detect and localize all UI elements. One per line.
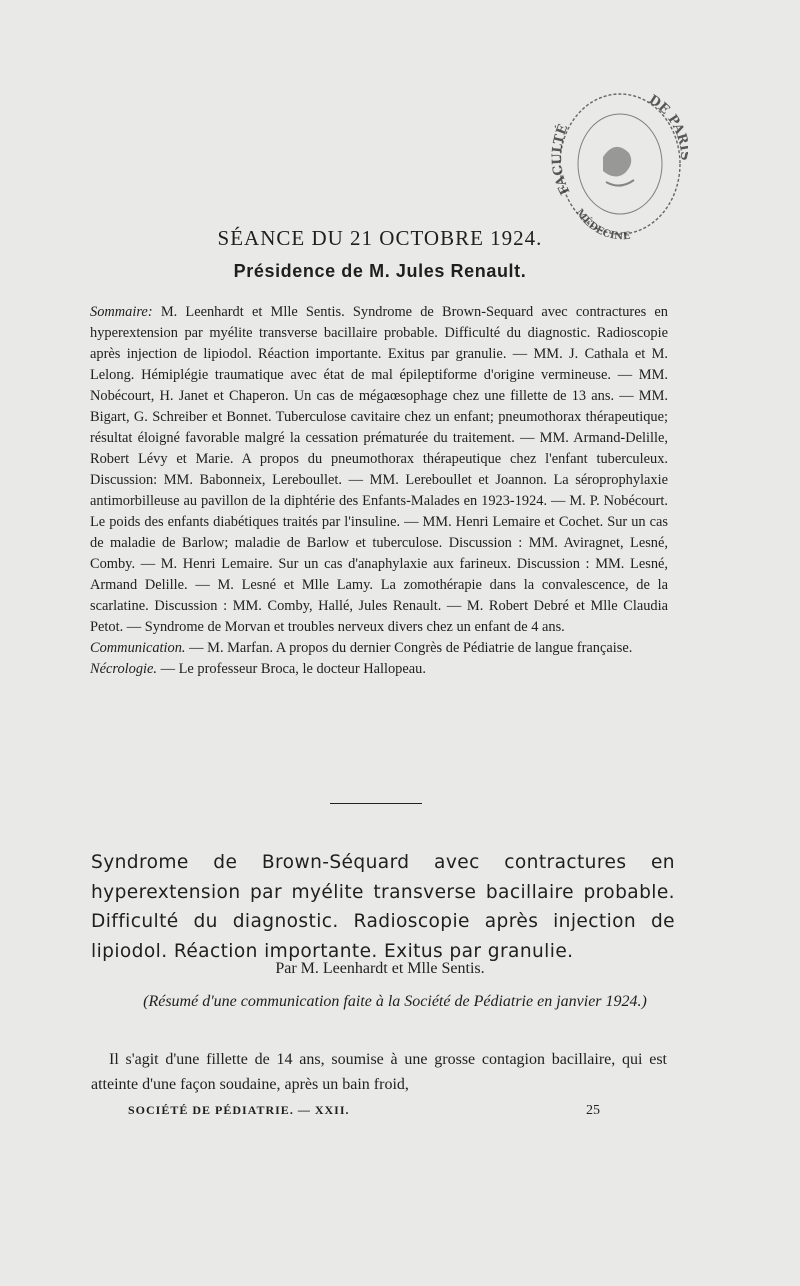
- necrologie-label: Nécrologie.: [90, 661, 158, 677]
- stamp-text-right: DE PA: [645, 92, 687, 137]
- article-body-paragraph: Il s'agit d'une fillette de 14 ans, soumise à une grosse contagion bacillaire, qui est atteinte d'une façon soudaine, après un bain froid,: [91, 1051, 667, 1093]
- necrologie-paragraph: [90, 659, 668, 680]
- svg-text:DE PARIS: [646, 92, 688, 161]
- presidency-line: Présidence de M. Jules Renault.: [233, 261, 527, 281]
- stamp-text-top: FACULTÉ: [549, 122, 574, 197]
- stamp-graphic: [548, 72, 688, 242]
- session-heading: SÉANCE DU 21 OCTOBRE 1924.: [217, 226, 543, 250]
- article-resume: [135, 990, 655, 1014]
- sommaire-label: Sommaire:: [90, 304, 153, 320]
- communication-body: — M. Marfan. A propos du dernier Congrès de Pédiatrie de langue française.: [189, 640, 633, 656]
- section-divider: [330, 803, 422, 804]
- session-summary: [90, 302, 668, 680]
- article-resume-text: (Résumé d'une communication faite à la Société de Pédiatrie en janvier 1924.): [143, 993, 647, 1010]
- article-title: [91, 848, 675, 966]
- necrologie-body: — Le professeur Broca, le docteur Hallopeau.: [160, 661, 426, 677]
- library-stamp: [548, 72, 688, 242]
- svg-text:FACULTÉ: [550, 122, 574, 197]
- communication-label: Communication.: [90, 640, 186, 656]
- sommaire-paragraph: [90, 302, 668, 638]
- article-authors: Par M. Leenhardt et Mlle Sentis.: [275, 960, 485, 977]
- article-title-text: Syndrome de Brown-Séquard avec contractures en hyperextension par myélite transverse bacillaire probable. Difficulté du diagnostic. Radioscopie après injection de lipiodol. Réaction importante. Exitus par granulie.: [91, 852, 675, 962]
- communication-paragraph: [90, 638, 668, 659]
- page-footer: [128, 1103, 600, 1119]
- sommaire-body: M. Leenhardt et Mlle Sentis. Syndrome de Brown-Sequard avec contractures en hyperextension par myélite transverse bacillaire probable. Difficulté du diagnostic. Radioscopie après injection de lipiodol. Réaction importante. Exitus par granulie. — MM. J. Cathala et M. Lelong. Hémiplégie traumatique avec état de mal épileptiforme d'origine vermineuse. — MM. Nobécourt, H. Janet et Chaperon. Un cas de mégaœsophage chez une fillette de 13 ans. — MM. Bigart, G. Schreiber et Bonnet. Tuberculose cavitaire chez un enfant; pneumothorax thérapeutique; résultat éloigné favorable malgré la cessation prématurée du traitement. — MM. Armand-Delille, Robert Lévy et Marie. A propos du pneumothorax thérapeutique chez l'enfant tuberculeux. Discussion: MM. Babonneix, Lereboullet. — MM. Lereboullet et Joannon. La séroprophylaxie antimorbilleuse au pavillon de la diphtérie des Enfants-Malades en 1923-1924. — M. P. Nobécourt. Le poids des enfants diabétiques traités par l'insuline. — MM. Henri Lemaire et Cochet. Sur un cas de maladie de Barlow; maladie de Barlow et tuberculose. Discussion : MM. Aviragnet, Lesné, Comby. — M. Henri Lemaire. Sur un cas d'anaphylaxie aux farineux. Discussion : MM. Lesné, Armand Delille. — M. Lesné et Mlle Lamy. La zomothérapie dans la convalescence, de la scarlatine. Discussion : MM. Comby, Hallé, Jules Renault. — M. Robert Debré et Mlle Claudia Petot. — Syndrome de Morvan et troubles nerveux divers chez un enfant de 4 ans.: [90, 304, 668, 635]
- stamp-text-bottom: MÉDECINE: [573, 207, 631, 242]
- article-body: [91, 1047, 667, 1097]
- journal-footer: SOCIÉTÉ DE PÉDIATRIE. — XXII.: [128, 1103, 350, 1117]
- page-number: 25: [586, 1103, 600, 1118]
